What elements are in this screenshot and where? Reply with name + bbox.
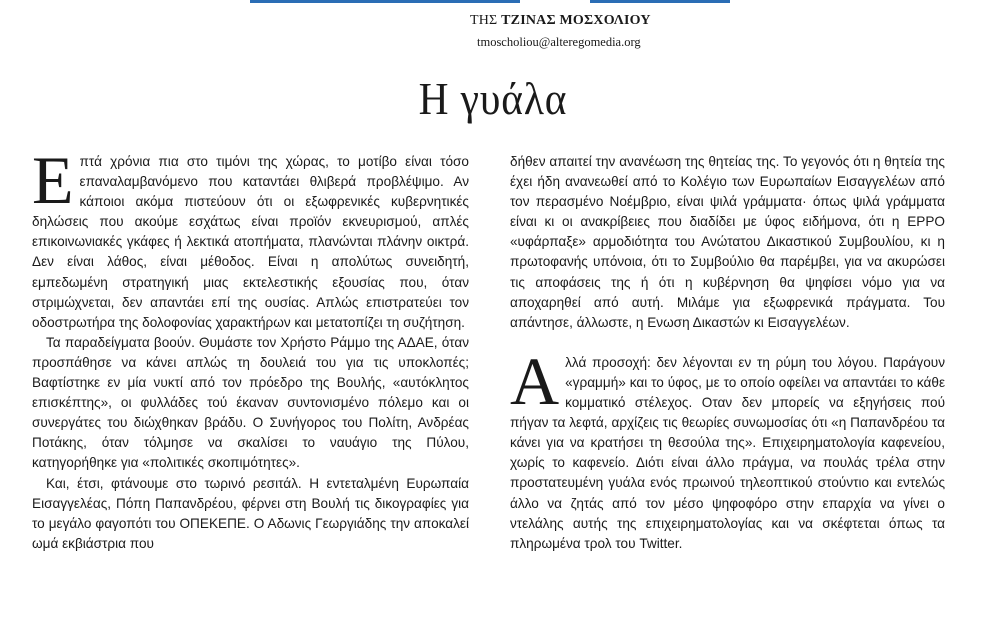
paragraph: Και, έτσι, φτάνουμε στο τωρινό ρεσιτάλ. Η εντεταλμένη Ευρωπαία Εισαγγελέας, Πόπη Παπανδρέου, φέρνει στη Βουλή τις δικογραφίες για το μεγάλο φαγοπότι του ΟΠΕΚΕΠΕ. Ο Αδωνις Γεωργιάδης την αποκαλεί ωμά εκβιάστρια που bbox=[32, 475, 469, 551]
author-email[interactable]: tmoscholiou@alteregomedia.org bbox=[477, 35, 641, 49]
drop-cap: Α bbox=[510, 342, 560, 419]
paragraph-text: λλά προσοχή: δεν λέγονται εν τη ρύμη του λόγου. Παράγουν «γραμμή» και το ύφος, με το οποίο οφείλει να απαντάει το κάθε κομματικό στέλεχος. Οταν δεν μπορείς να εξηγήσεις πού πήγαν τα λεφτά, αρχίζεις τις θεωρίες συνωμοσίας ότι «η Παπανδρέου τα κάνει για να κρατήσει τη θεσούλα της». Επιχειρηματολογία καφενείου, χωρίς το καφενείο. Διότι είναι άλλο πράγμα, να πουλάς τρέλα στην προστατευμένη γυάλα ενός πρωινού τηλεοπτικού στούντιο και εντελώς άλλο να ζητάς από τον μέσο ψηφοφόρο στην επαρχία να γίνει ο ντελάλης αυτής της επιχειρηματολογίας και να σκέφτεται όπως τα πληρωμένα τρολ του Twitter. bbox=[510, 354, 945, 551]
article-column-right bbox=[510, 152, 945, 554]
drop-cap: Ε bbox=[32, 142, 74, 218]
paragraph bbox=[510, 342, 945, 554]
paragraph: δήθεν απαιτεί την ανανέωση της θητείας της. Το γεγονός ότι η θητεία της έχει ήδη ανανεωθεί από το Κολέγιο των Ευρωπαίων Εισαγγελέων από τον περασμένο Νοέμβριο, είναι ψιλά γράμματα· όπως ψιλά γράμματα είναι κι οι ανακρίβειες που διαδίδει με ύφος ειδήμονα, ότι η ΕΡΡΟ «υφάρπαξε» αρμοδιότητα του Ανώτατου Δικαστικού Συμβουλίου, κι η πρωτοφανής υπόνοια, ότι το Συμβούλιο θα παρέμβει, για να ακυρώσει τις αποφάσεις της ή ότι η κυβέρνηση θα ψηφίσει νόμο για να αποχαρηθεί από αυτή. Μιλάμε για εξωφρενικά πράγματα. Του απάντησε, άλλωστε, η Ενωση Δικαστών κι Εισαγγελέων. bbox=[510, 154, 945, 330]
author-name: ΤΖΙΝΑΣ ΜΟΣΧΟΛΙΟΥ bbox=[501, 13, 651, 28]
headline: Η γυάλα bbox=[418, 73, 568, 124]
paragraph: Τα παραδείγματα βοούν. Θυμάστε τον Χρήστο Ράμμο της ΑΔΑΕ, όταν προσπάθησε να κάνει απλώς τη δουλειά του για τις υποκλοπές; Βαφτίστηκε εν μία νυκτί από τον πρόεδρο της Βουλής, «αυτόκλητος επισκέπτης», οι φυλλάδες τού έκαναν συντονισμένο πόλεμο και οι συνεργάτες του διώχθηκαν βράδυ. Ο Συνήγορος του Πολίτη, Ανδρέας Ποτάκης, όταν τόλμησε να σκαλίσει το ναυάγιο της Πύλου, κατηγορήθηκε για «πολιτικές σκοπιμότητες». bbox=[32, 334, 469, 471]
byline bbox=[470, 13, 651, 29]
top-rule bbox=[250, 0, 730, 9]
byline-prefix: ΤΗΣ bbox=[470, 13, 498, 28]
paragraph-text: πτά χρόνια πια στο τιμόνι της χώρας, το μοτίβο είναι τόσο επαναλαμβανόμενο που καταντάει θλιβερά προβλέψιμο. Αν κάποιοι ακόμα πιστεύουν ότι οι εξωφρενικές κυβερνητικές δηλώσεις που ακούμε εσχάτως είναι προϊόν εκνευρισμού, απλές επικοινωνιακές γκάφες ή λεκτικά ατοπήματα, πλανώνται πλάνην οικτρά. Δεν είναι λάθος, είναι μέθοδος. Είναι η απολύτως συνειδητή, εμπεδωμένη στρατηγική μιας εκτελεστικής εξουσίας που, όταν στριμώχνεται, δεν απαντάει επί της ουσίας. Απλώς επιστρατεύει τον οδοστρωτήρα της δολοφονίας χαρακτήρων και μετατοπίζει τη συζήτηση. bbox=[32, 154, 469, 330]
article-column-left bbox=[32, 142, 469, 554]
paragraph bbox=[32, 142, 469, 333]
